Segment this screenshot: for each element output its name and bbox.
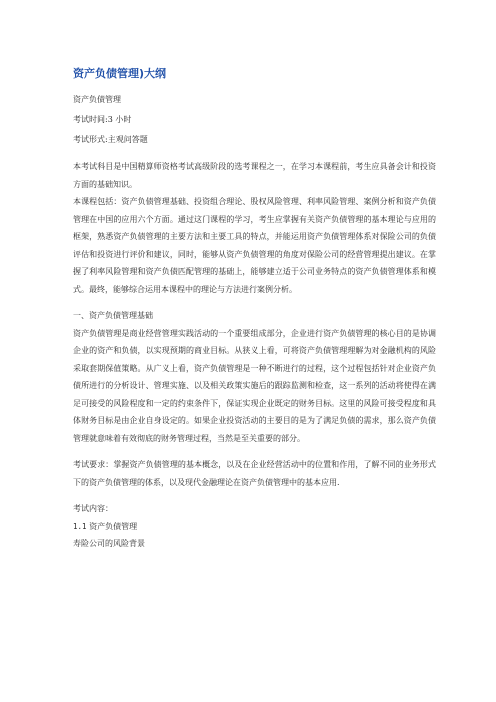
contents-item <box>73 518 436 536</box>
document-title: 资产负债管理)大纲 <box>73 67 167 80</box>
section-body: 资产负债管理是商业经营管理实践活动的一个重要组成部分，企业进行资产负债管理的核心目的是协调企业的资产和负债，以实现预期的商业目标。从狭义上看，可将资产负债管理理解为对金融机构的风险采取套期保值策略。从广义上看，资产负债管理是一种不断进行的过程，这个过程包括针对企业资产负债所进行的分析设计、管理实施、以及相关政策实施后的跟踪监测和检查，这一系列的活动将使得在满足可接受的风险程度和一定的约束条件下，保证实现企业既定的财务目标。这里的风险可接受程度和具体财务目标是由企业自身设定的。如果企业投资活动的主要目的是为了满足负债的需求，那么资产负债管理就意味着有效彻底的财务管理过程，当然是至关重要的部分。 <box>73 328 436 443</box>
contents-label: 考试内容： <box>73 504 113 513</box>
contents-subitem: 寿险公司的风险背景 <box>73 539 145 548</box>
intro-paragraph-2: 本课程包括：资产负债管理基础、投资组合理论、股权风险管理、利率风险管理、案例分析和资产负债管理在中国的应用六个方面。通过这门课程的学习，考生应掌握有关资产负债管理的基本理论与应用的框架，熟悉资产负债管理的主要方法和主要工具的特点，并能运用资产负债管理体系对保险公司的负债评估和投资进行评价和建议，同时，能够从资产负债管理的角度对保险公司的经营管理提出建议。在掌握了利率风险管理和资产负债匹配管理的基础上，能够建立适于公司业务特点的资产负债管理体系和模式。最终，能够综合运用本课程中的理论与方法进行案例分析。 <box>73 197 436 294</box>
item-number: 1.1 <box>73 521 87 531</box>
intro-paragraph-1: 本考试科目是中国精算师资格考试高级阶段的选考课程之一，在学习本课程前，考生应具备会计和投资方面的基础知识。 <box>73 162 436 189</box>
section-heading: 一、资产负债管理基础 <box>73 311 153 320</box>
exam-duration: 考试时间:3 小时 <box>73 115 132 124</box>
item-label: 资产负债管理 <box>86 521 138 531</box>
exam-requirement: 考试要求：掌握资产负债管理的基本概念，以及在企业经营活动中的位置和作用，了解不同的业务形式下的资产负债管理的体系，以及现代金融理论在资产负债管理中的基本应用. <box>73 460 436 487</box>
exam-format: 考试形式:主观问答题 <box>73 135 148 144</box>
course-name: 资产负债管理 <box>73 95 121 104</box>
